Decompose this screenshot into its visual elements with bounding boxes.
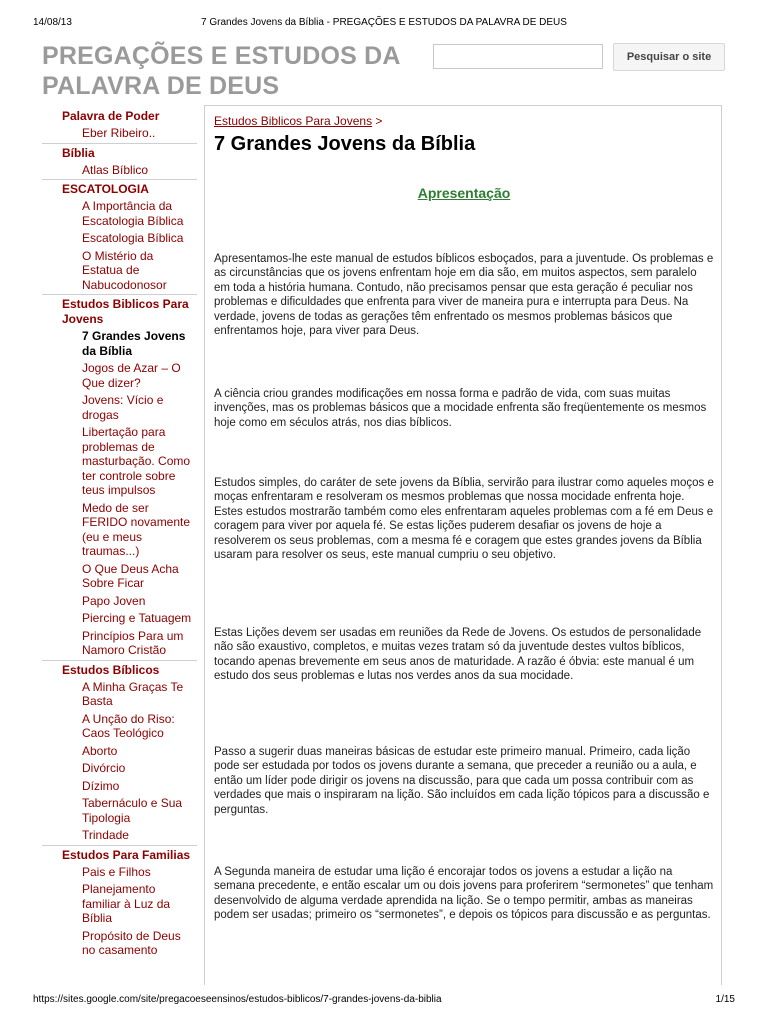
search-button[interactable]: Pesquisar o site — [613, 43, 725, 71]
content-paragraph: Estudos simples, do caráter de sete jovens da Bíblia, servirão para ilustrar como aqueles moços e moças enfrentaram e resolveram os mesmos problemas que nossa mocidade enfrenta hoje. Estes estudos mostrarão também como eles enfrentaram aqueles problemas com a fé em Deus e coragem para viver por aquela fé. Se estas lições puderem desafiar os jovens de hoje a resolverem os seus problemas, com a mesma fé e coragem que estes grandes jovens da Bíblia usaram para resolver os seus, este manual cumpriu o seu objetivo. — [214, 477, 714, 562]
nav-section-estudos-jovens — [42, 295, 197, 661]
nav-subitem-atlas-biblico[interactable]: Atlas Bíblico — [82, 162, 149, 177]
content-paragraph: Estas Lições devem ser usadas em reuniões da Rede de Jovens. Os estudos de personalidade não são exaustivo, completos, e muitas vezes tratam só da juventude destes vultos bíblicos, tocando apenas brevemente em seus anos de maturidade. A razão é óbvia: este manual é um estudo dos seus problemas e lutas nos verdes anos da sua mocidade. — [214, 627, 702, 683]
nav-subitem-planejamento-familiar[interactable]: Planejamento familiar à Luz da Bíblia — [82, 882, 171, 925]
site-title[interactable]: PREGAÇÕES E ESTUDOS DA PALAVRA DE DEUS — [42, 42, 400, 100]
main-content — [204, 105, 722, 985]
nav-subitem-proposito-casamento[interactable]: Propósito de Deus no casamento — [82, 928, 181, 957]
nav-subitem-pais-filhos[interactable]: Pais e Filhos — [82, 864, 151, 879]
nav-section-estudos-biblicos — [42, 661, 197, 846]
nav-subitem-trindade[interactable]: Trindade — [82, 828, 129, 842]
nav-subitem-tabernaculo[interactable]: Tabernáculo e Sua Tipologia — [82, 796, 183, 825]
nav-subitem-piercing-tatuagem[interactable]: Piercing e Tatuagem — [82, 611, 192, 625]
nav-subitem-jogos-de-azar[interactable]: Jogos de Azar – O Que dizer? — [82, 361, 181, 390]
nav-subitem-importancia-escatologia[interactable]: A Importância da Escatologia Bíblica — [82, 199, 184, 228]
nav-subitem-misterio-estatua[interactable]: O Mistério da Estatua de Nabucodonosor — [82, 248, 167, 292]
sidebar-nav — [42, 107, 197, 960]
search-input[interactable] — [433, 44, 603, 69]
nav-section-estudos-familias — [42, 846, 197, 960]
nav-subitem-uncao-riso[interactable]: A Unção do Riso: Caos Teológico — [82, 711, 175, 740]
nav-item-biblia[interactable]: Bíblia — [62, 145, 95, 160]
print-footer-url: https://sites.google.com/site/pregacoeseensinos/estudos-biblicos/7-grandes-jovens-da-biblia — [33, 994, 442, 1005]
nav-item-estudos-jovens[interactable]: Estudos Biblicos Para Jovens — [62, 297, 189, 326]
nav-item-estudos-biblicos[interactable]: Estudos Bíblicos — [62, 662, 160, 677]
nav-subitem-libertacao[interactable]: Libertação para problemas de masturbação. Como ter controle sobre teus impulsos — [82, 425, 191, 497]
nav-subitem-minha-graca[interactable]: A Minha Graças Te Basta — [82, 679, 184, 708]
nav-section-biblia — [42, 144, 197, 181]
nav-subitem-namoro-cristao[interactable]: Princípios Para um Namoro Cristão — [82, 628, 184, 657]
nav-item-palavra-de-poder[interactable]: Palavra de Poder — [62, 109, 160, 123]
nav-subitem-7-grandes-jovens[interactable]: 7 Grandes Jovens da Bíblia — [82, 329, 186, 358]
nav-section-palavra-de-poder — [42, 107, 197, 144]
nav-subitem-medo-ferido[interactable]: Medo de ser FERIDO novamente (eu e meus traumas...) — [82, 500, 191, 558]
page-title: 7 Grandes Jovens da Bíblia — [214, 133, 476, 155]
nav-subitem-dizimo[interactable]: Dízimo — [82, 778, 120, 793]
content-paragraph: A ciência criou grandes modificações em nossa forma e padrão de vida, com suas muitas invenções, mas os problemas básicos que a mocidade enfrenta são freqüentemente os mesmos hoje como em séculos atrás, nos dias bíblicos. — [214, 388, 707, 429]
content-paragraph: Apresentamos-lhe este manual de estudos bíblicos esboçados, para a juventude. Os problemas e as circunstâncias que os jovens enfrentam hoje em dia são, em muitos aspectos, sem paralelo em toda a história humana. Contudo, não precisamos pensar que esta geração é peculiar nos problemas e dificuldades que enfrenta para viver de maneira pura e interrupta para Deus. Na verdade, jovens de todas as gerações têm enfrentado os mesmos problemas básicos que enfrentamos hoje, para viver para Deus. — [214, 253, 714, 338]
print-header-date: 14/08/13 — [33, 17, 72, 28]
nav-item-escatologia[interactable]: ESCATOLOGIA — [62, 182, 149, 196]
print-footer-page-number: 1/15 — [715, 994, 735, 1005]
nav-subitem-aborto[interactable]: Aborto — [82, 743, 118, 758]
nav-subitem-vicio-drogas[interactable]: Jovens: Vício e drogas — [82, 393, 164, 422]
nav-subitem-eber-ribeiro[interactable]: Eber Ribeiro.. — [82, 126, 156, 140]
content-paragraph: Passo a sugerir duas maneiras básicas de estudar este primeiro manual. Primeiro, cada lição pode ser estudada por todos os jovens durante a semana, que preceder a reunião ou a aula, e então um líder pode dirigir os jovens na discussão, para que cada um possa contribuir com as verdades que mais o inspiraram na lição. São incluídos em cada lição tópicos para a discussão e perguntas. — [214, 746, 710, 816]
nav-subitem-papo-joven[interactable]: Papo Joven — [82, 593, 146, 608]
nav-subitem-divorcio[interactable]: Divórcio — [82, 761, 126, 775]
breadcrumb-link-estudos-jovens[interactable]: Estudos Biblicos Para Jovens — [214, 114, 373, 128]
breadcrumb — [214, 114, 382, 128]
nav-subitem-deus-ficar[interactable]: O Que Deus Acha Sobre Ficar — [82, 561, 179, 590]
breadcrumb-separator: > — [372, 114, 383, 128]
content-paragraph: A Segunda maneira de estudar uma lição é encorajar todos os jovens a estudar a lição na semana precedente, e então escalar um ou dois jovens para proferirem “sermonetes” que tenham desenvolvido de alguma verdade aprendida na lição. Se o tempo permitir, ambas as maneiras podem ser usadas; primeiro os “sermonetes”, e depois os tópicos para discussão e as perguntas. — [214, 866, 714, 922]
section-heading-apresentacao: Apresentação — [417, 185, 511, 201]
nav-subitem-escatologia-biblica[interactable]: Escatologia Bíblica — [82, 231, 184, 245]
print-header-title: 7 Grandes Jovens da Bíblia - PREGAÇÕES E ESTUDOS DA PALAVRA DE DEUS — [201, 17, 567, 28]
nav-section-escatologia — [42, 180, 197, 295]
nav-item-estudos-familias[interactable]: Estudos Para Familias — [62, 847, 191, 862]
